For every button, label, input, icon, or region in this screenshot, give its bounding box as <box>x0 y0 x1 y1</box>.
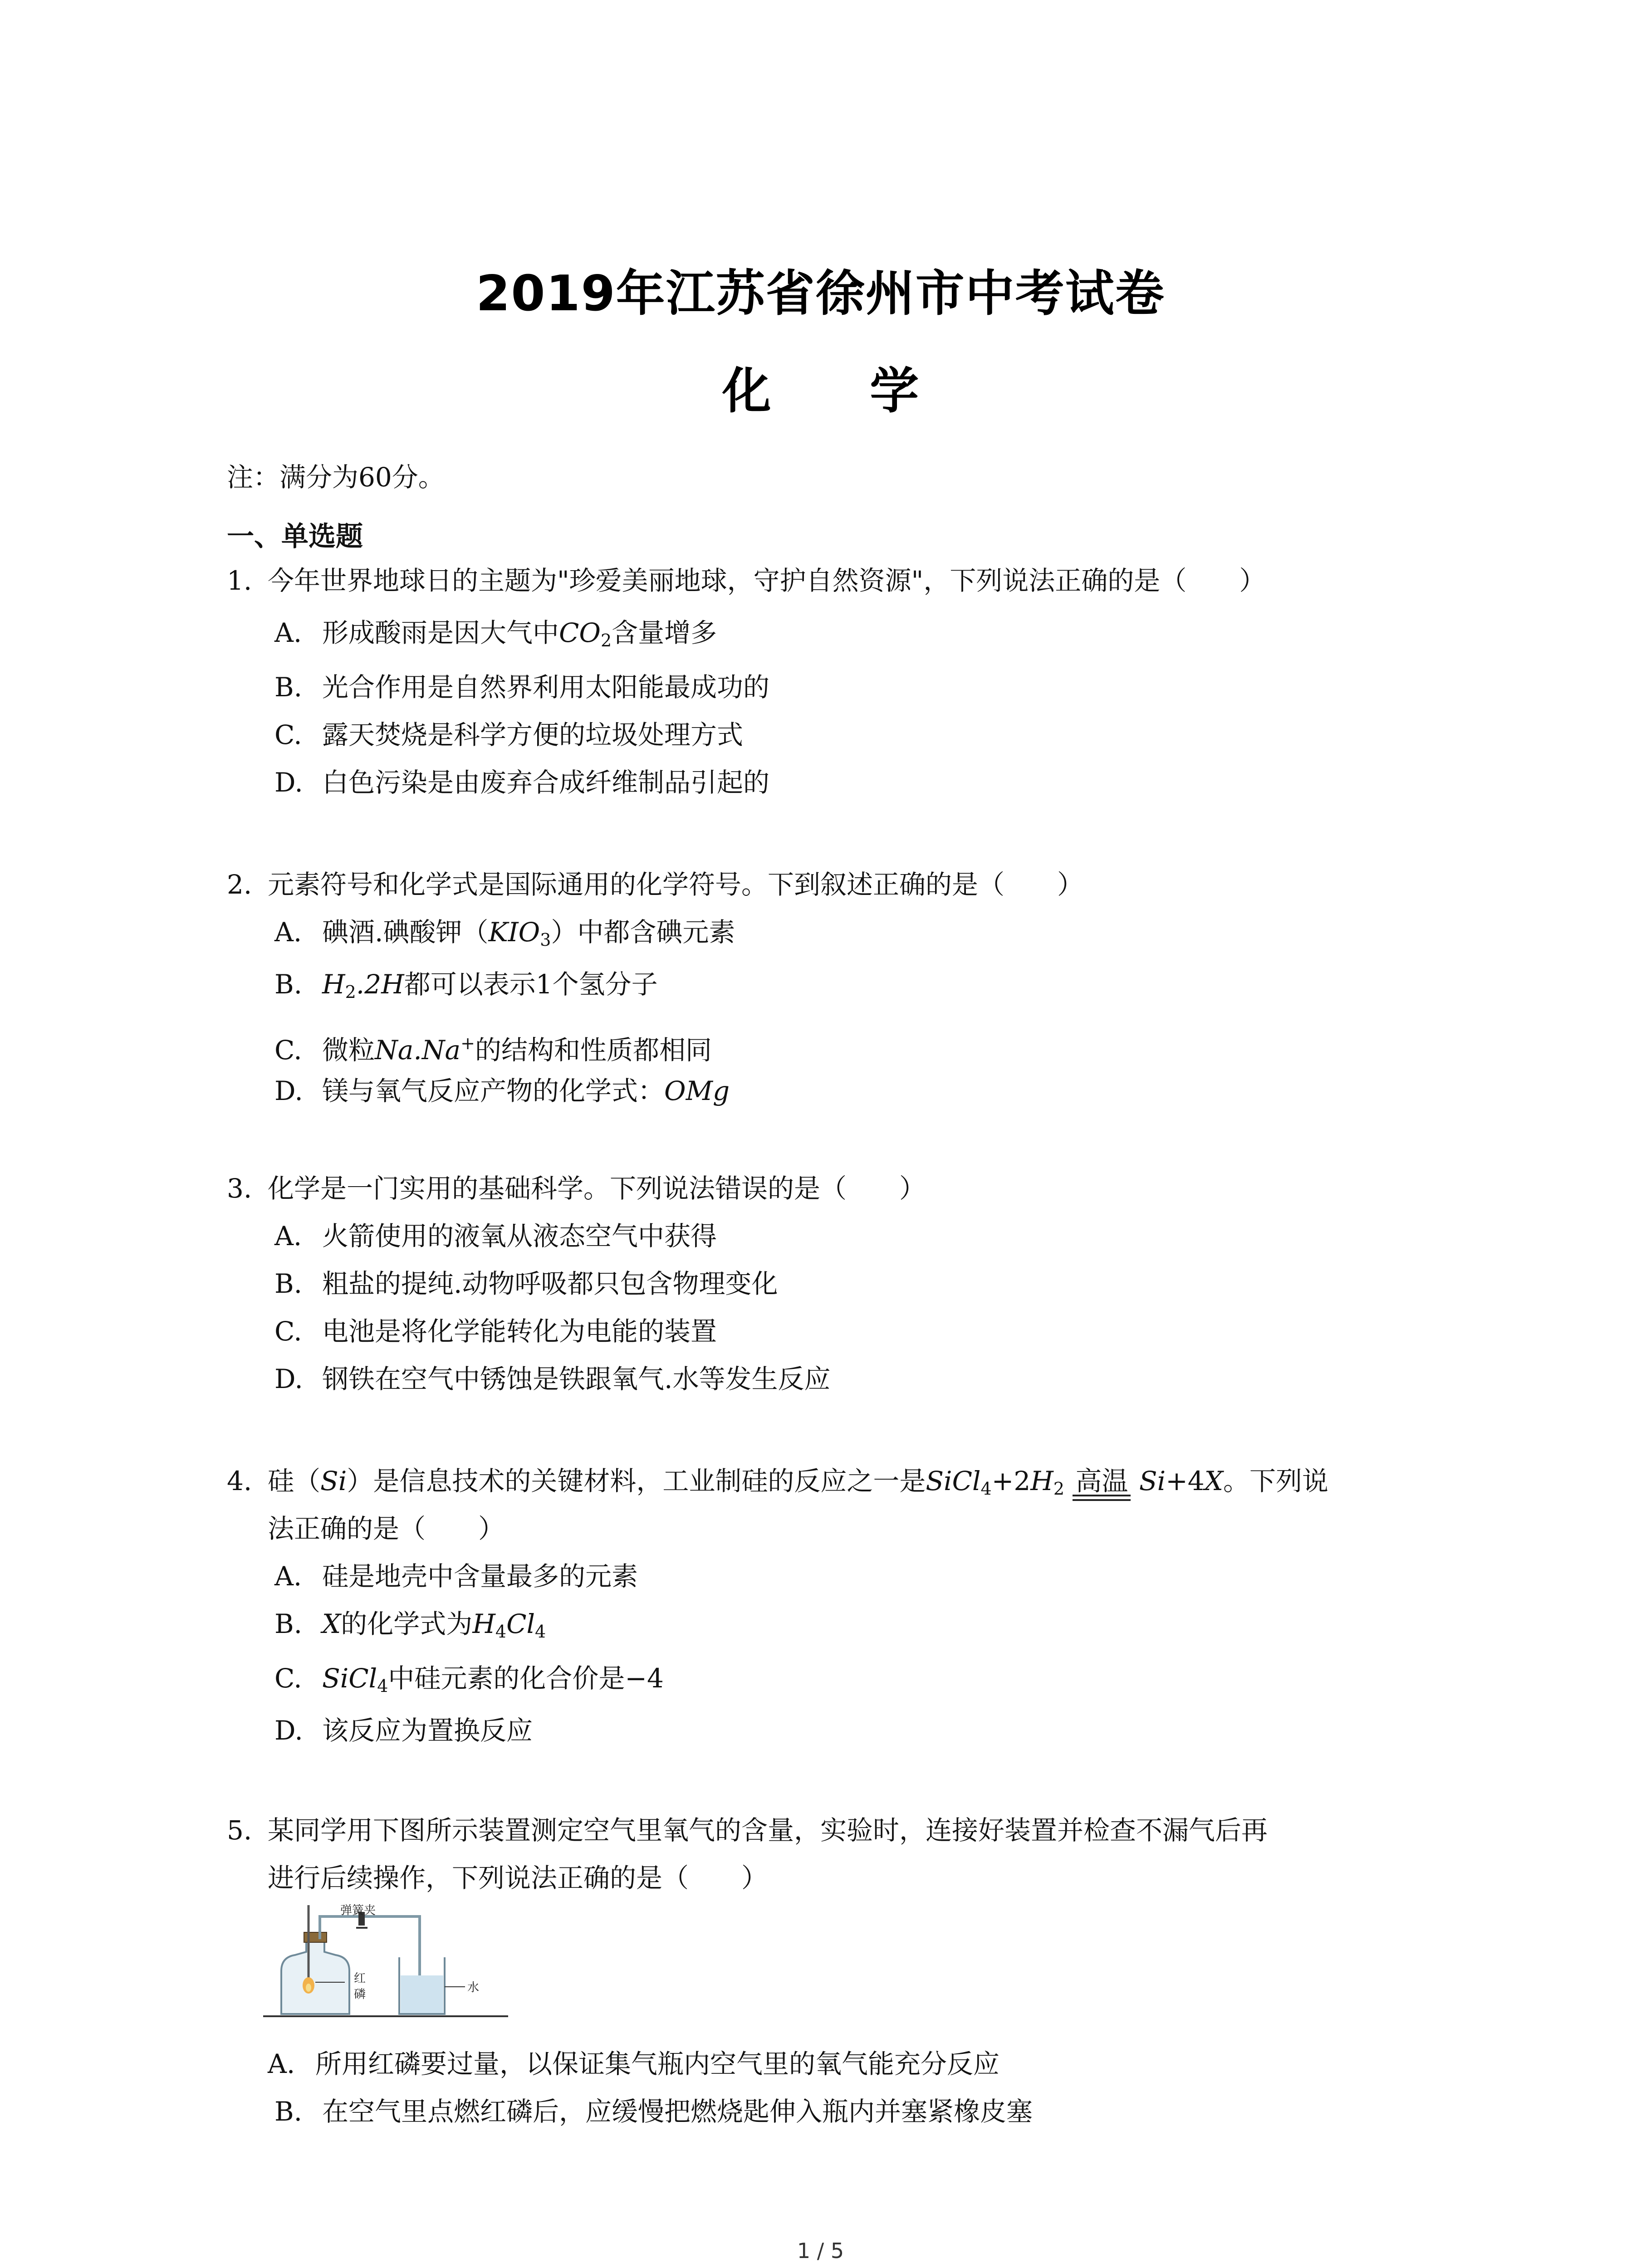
formula: Si <box>320 1466 347 1496</box>
question-number: 3. <box>227 1173 252 1204</box>
option-letter: D. <box>274 1715 303 1746</box>
option-text: 在空气里点燃红磷后，应缓慢把燃烧匙伸入瓶内并塞紧橡皮塞 <box>322 2096 1033 2127</box>
question-4-option-d[interactable] <box>274 1708 533 1753</box>
question-2-stem <box>227 862 1083 907</box>
option-text: 的结构和性质都相同 <box>475 1035 712 1066</box>
apparatus-diagram <box>263 1903 517 2025</box>
score-note: 注：满分为60分。 <box>227 462 445 493</box>
question-2-option-b[interactable] <box>274 962 658 1015</box>
question-2-option-c[interactable] <box>274 1021 712 1073</box>
question-4-option-b[interactable] <box>274 1601 546 1654</box>
equation-coefficient: +4 <box>1166 1466 1205 1496</box>
option-text: 含量增多 <box>612 617 717 648</box>
formula-subscript: 4 <box>980 1479 992 1499</box>
question-text: 。下列说 <box>1223 1466 1329 1496</box>
question-4-option-a[interactable] <box>274 1554 638 1599</box>
question-number: 4. <box>227 1466 252 1496</box>
question-5-stem-continued: 进行后续操作，下列说法正确的是（ ） <box>268 1862 768 1893</box>
formula: X <box>1204 1466 1223 1496</box>
option-text: 该反应为置换反应 <box>322 1715 533 1746</box>
option-letter: A. <box>274 917 302 948</box>
option-text: 钢铁在空气中锈蚀是铁跟氧气.水等发生反应 <box>322 1364 831 1394</box>
option-letter: D. <box>274 767 303 798</box>
question-3-option-c[interactable] <box>274 1309 717 1354</box>
option-text: 电池是将化学能转化为电能的装置 <box>322 1316 717 1347</box>
question-1-option-b[interactable] <box>274 665 769 710</box>
option-text: 都可以表示1个氢分子 <box>404 969 658 1000</box>
section-heading: 一、单选题 <box>227 521 363 552</box>
option-letter: A. <box>274 1221 302 1251</box>
option-letter: C. <box>274 1035 302 1066</box>
question-1-stem <box>227 558 1265 603</box>
option-letter: A. <box>274 617 302 648</box>
question-text: 元素符号和化学式是国际通用的化学符号。下到叙述正确的是（ ） <box>268 869 1084 900</box>
formula: X <box>322 1608 341 1639</box>
question-4-stem <box>227 1458 1328 1511</box>
question-3-option-d[interactable] <box>274 1356 830 1402</box>
formula: CO <box>559 617 601 648</box>
question-5-option-a[interactable] <box>268 2041 999 2087</box>
question-number: 2. <box>227 869 252 900</box>
formula-subscript: 3 <box>540 930 551 950</box>
question-number: 1. <box>227 565 252 596</box>
option-letter: B. <box>274 672 303 703</box>
formula: SiCl <box>926 1466 981 1496</box>
label-phosphorus-1: 红 <box>354 1972 366 1985</box>
question-4-stem-continued: 法正确的是（ ） <box>268 1513 505 1544</box>
option-text: 形成酸雨是因大气中 <box>322 617 559 648</box>
option-letter: C. <box>274 1663 302 1694</box>
question-text: 今年世界地球日的主题为"珍爱美丽地球，守护自然资源"，下列说法正确的是（ ） <box>268 565 1266 596</box>
question-3-option-b[interactable] <box>274 1261 778 1306</box>
question-text: ）是信息技术的关键材料，工业制硅的反应之一是 <box>347 1466 926 1496</box>
option-letter: D. <box>274 1364 303 1394</box>
subject-title: 化 学 <box>722 363 960 420</box>
question-2-option-d[interactable] <box>274 1068 730 1114</box>
option-letter: B. <box>274 1268 303 1299</box>
question-2-option-a[interactable] <box>274 909 735 963</box>
option-text: 白色污染是由废弃合成纤维制品引起的 <box>322 767 770 798</box>
formula: H <box>472 1608 495 1639</box>
page-number: 1 / 5 <box>797 2239 844 2263</box>
formula-subscript: 4 <box>495 1622 507 1642</box>
formula: H <box>322 969 345 1000</box>
option-text: 中硅元素的化合价是−4 <box>388 1663 664 1694</box>
option-letter: A. <box>274 1561 302 1592</box>
water-fill <box>401 1975 443 2013</box>
option-letter: D. <box>274 1075 303 1106</box>
option-letter: B. <box>274 969 303 1000</box>
formula: Na.Na <box>375 1035 461 1066</box>
question-5-stem <box>227 1808 1268 1853</box>
formula-subscript: 4 <box>377 1676 388 1696</box>
formula: KIO <box>488 917 540 948</box>
question-number: 5. <box>227 1815 252 1846</box>
label-clamp: 弹簧夹 <box>340 1904 376 1917</box>
option-text: 镁与氧气反应产物的化学式： <box>322 1075 665 1106</box>
question-3-option-a[interactable] <box>274 1213 717 1259</box>
exam-title: 2019年江苏省徐州市中考试卷 <box>476 265 1165 322</box>
formula: OMg <box>664 1075 730 1106</box>
question-3-stem <box>227 1166 926 1211</box>
formula-superscript: + <box>460 1033 475 1053</box>
option-text: 的化学式为 <box>341 1608 473 1639</box>
label-water: 水 <box>467 1981 480 1994</box>
option-text: 光合作用是自然界利用太阳能最成功的 <box>322 672 770 703</box>
formula: .2H <box>356 969 404 1000</box>
formula-subscript: 2 <box>600 631 612 650</box>
reaction-condition: 高温 <box>1073 1458 1131 1504</box>
question-text: 硅（ <box>268 1466 321 1496</box>
question-text: 某同学用下图所示装置测定空气里氧气的含量，实验时，连接好装置并检查不漏气后再 <box>268 1815 1268 1846</box>
question-5-option-b[interactable] <box>274 2089 1033 2134</box>
question-1-option-d[interactable] <box>274 760 769 805</box>
formula: Cl <box>506 1608 535 1639</box>
formula: Si <box>1139 1466 1166 1496</box>
option-letter: B. <box>274 2096 303 2127</box>
question-1-option-c[interactable] <box>274 712 743 758</box>
option-text: ）中都含碘元素 <box>551 917 735 948</box>
option-letter: B. <box>274 1608 303 1639</box>
formula-subscript: 2 <box>345 982 356 1002</box>
option-text: 露天焚烧是科学方便的垃圾处理方式 <box>322 719 744 750</box>
collection-bottle <box>281 1939 349 2014</box>
option-text: 硅是地壳中含量最多的元素 <box>322 1561 638 1592</box>
option-text: 所用红磷要过量，以保证集气瓶内空气里的氧气能充分反应 <box>315 2048 1000 2079</box>
equation-coefficient: +2 <box>991 1466 1031 1496</box>
option-text: 微粒 <box>322 1035 375 1066</box>
option-letter: A. <box>268 2048 295 2079</box>
formula: H <box>1030 1466 1053 1496</box>
question-4-option-c[interactable] <box>274 1656 664 1709</box>
option-letter: C. <box>274 1316 302 1347</box>
label-phosphorus-2: 磷 <box>354 1988 366 2001</box>
option-text: 火箭使用的液氧从液态空气中获得 <box>322 1221 717 1251</box>
formula: SiCl <box>322 1663 377 1694</box>
formula-subscript: 4 <box>535 1622 546 1642</box>
formula-subscript: 2 <box>1053 1479 1065 1499</box>
question-text: 化学是一门实用的基础科学。下列说法错误的是（ ） <box>268 1173 926 1204</box>
option-letter: C. <box>274 719 302 750</box>
option-text: 粗盐的提纯.动物呼吸都只包含物理变化 <box>322 1268 778 1299</box>
question-1-option-a[interactable] <box>274 610 717 663</box>
option-text: 碘酒.碘酸钾（ <box>322 917 489 948</box>
